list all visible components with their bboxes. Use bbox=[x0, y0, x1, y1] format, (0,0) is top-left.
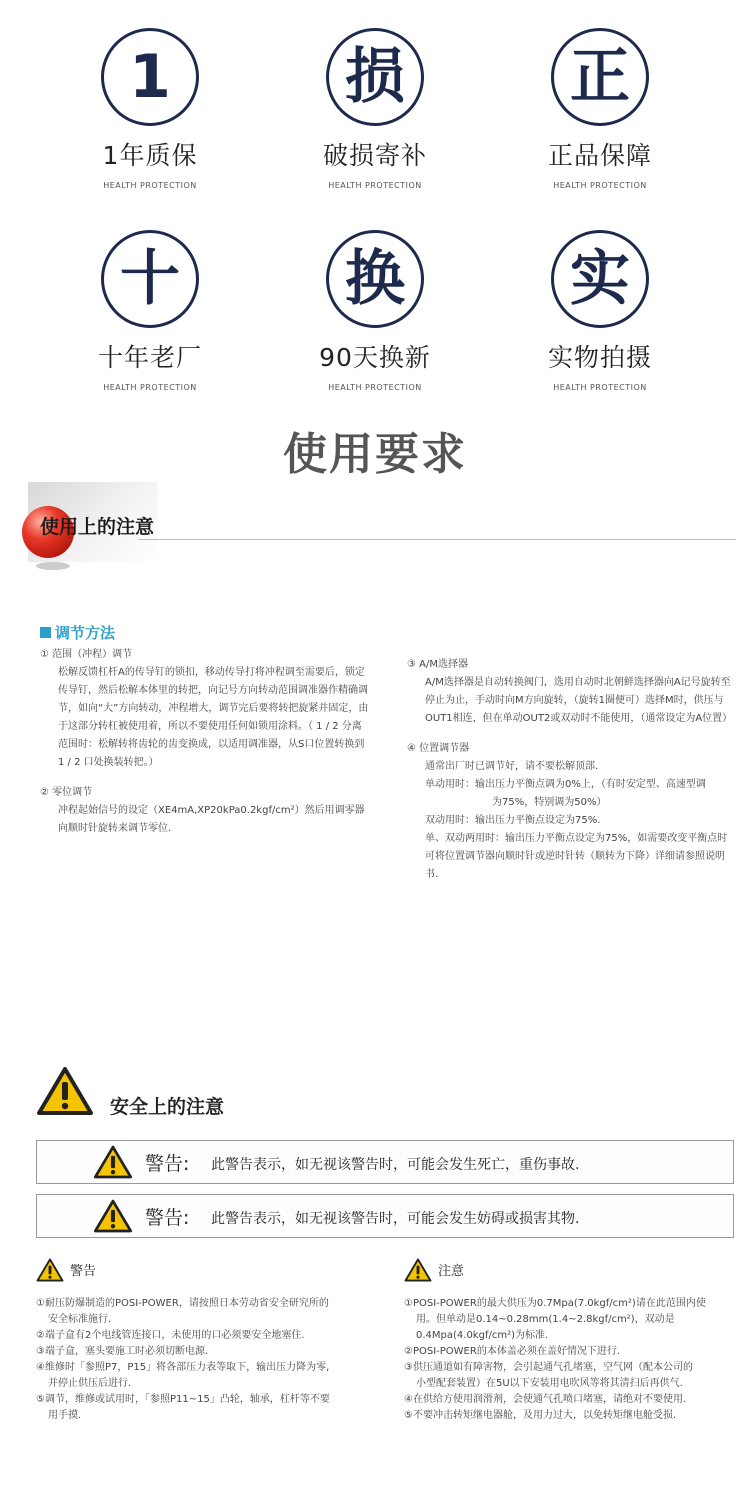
badge-grid bbox=[0, 0, 750, 420]
list-item: 0.4Mpa(4.0kgf/cm²)为标准. bbox=[416, 1330, 549, 1341]
adjust-item-range bbox=[40, 646, 370, 772]
list-item: ⑤不要冲击转矩继电器舱，及用力过大，以免转矩继电舱受损. bbox=[404, 1410, 677, 1421]
warning-text: 此警告表示，如无视该警告时，可能会发生妨碍或损害其物. bbox=[211, 1211, 580, 1227]
badge-title: 破损寄补 bbox=[322, 141, 427, 170]
warning-label: 警告: bbox=[145, 1153, 190, 1175]
badge-circle bbox=[101, 230, 199, 328]
badge-90-days bbox=[275, 230, 475, 392]
list-item: 安全标准施行. bbox=[48, 1314, 112, 1325]
warning-list bbox=[36, 1258, 376, 1424]
badge-subtitle: HEALTH PROTECTION bbox=[328, 181, 422, 190]
badge-circle bbox=[551, 230, 649, 328]
caution-list-label: 注意 bbox=[438, 1264, 465, 1279]
warning-list-header bbox=[36, 1258, 376, 1288]
warning-label: 警告: bbox=[145, 1207, 190, 1229]
item-heading: ④ 位置调节器 bbox=[407, 743, 470, 754]
caution-list-header bbox=[404, 1258, 744, 1288]
safety-header bbox=[36, 1066, 736, 1126]
adjust-item-am-selector bbox=[407, 656, 737, 728]
warning-triangle-icon bbox=[93, 1145, 133, 1179]
badge-title: 正品保障 bbox=[547, 141, 652, 170]
list-item: ③端子盒，塞头要施工时必须切断电源. bbox=[36, 1346, 209, 1357]
list-item: 用手摸. bbox=[48, 1410, 82, 1421]
badge-warranty bbox=[50, 28, 250, 190]
badge-subtitle: HEALTH PROTECTION bbox=[103, 181, 197, 190]
warning-triangle-icon bbox=[93, 1199, 133, 1233]
square-bullet-icon bbox=[40, 627, 51, 638]
item-heading: ① 范围（冲程）调节 bbox=[40, 649, 133, 660]
list-item: 小型配套装置）在5U以下安装用电吹风等将其清扫后再供气. bbox=[416, 1378, 683, 1389]
badge-subtitle: HEALTH PROTECTION bbox=[103, 383, 197, 392]
badge-real-photo bbox=[500, 230, 700, 392]
caution-list-items bbox=[404, 1296, 744, 1423]
warning-triangle-icon bbox=[36, 1066, 94, 1116]
badge-glyph: 损 bbox=[345, 42, 405, 112]
divider bbox=[138, 539, 736, 540]
adjust-item-positioner bbox=[407, 740, 737, 884]
list-item: 并停止供压后进行. bbox=[48, 1378, 132, 1389]
badge-glyph: 十 bbox=[120, 244, 180, 314]
badge-genuine bbox=[500, 28, 700, 190]
badge-title: 十年老厂 bbox=[97, 343, 202, 372]
item-line: 通常出厂时已调节好，请不要松解顶部. bbox=[425, 761, 599, 772]
list-item: ⑤调节，维修或试用时，「参照P11~15」凸轮，轴承，杠杆等不要 bbox=[36, 1394, 330, 1405]
badge-title: 90天换新 bbox=[319, 343, 431, 372]
safety-title: 安全上的注意 bbox=[110, 1096, 225, 1118]
list-item: ①耐压防爆制造的POSI-POWER，请按照日本劳动省安全研究所的 bbox=[36, 1298, 329, 1309]
list-item: 用。但单动是0.14~0.28mm(1.4~2.8kgf/cm²)，双动是 bbox=[416, 1314, 675, 1325]
usage-title: 使用要求 bbox=[283, 429, 467, 480]
badge-circle bbox=[551, 28, 649, 126]
list-item: ④在供给方使用润滑剂，会使通气孔喷口堵塞，请绝对不要使用. bbox=[404, 1394, 687, 1405]
badge-title: 1年质保 bbox=[102, 141, 198, 170]
badge-ten-years bbox=[50, 230, 250, 392]
badge-circle bbox=[326, 28, 424, 126]
list-item: ④维修时「参照P7，P15」将各部压力表等取下，输出压力降为零, bbox=[36, 1362, 330, 1373]
item-body: 松解反馈杠杆A的传导钉的锁扣，移动传导打将冲程调至需要后，锁定传导钉，然后松解本体里的转把，向记号方向转动范围调准器作精确调节，如向“大”方向转动，冲程增大，调节完后要将转把旋紧并固定，由于这部分转杠被使用着，所以不要使用任何如锁用涂料。（ 1 / 2 分离范围时：松解转将齿轮的齿变换成，以适用调准器，从S口位置转换到 1 / 2 口处换装转把。） bbox=[58, 667, 369, 768]
warning-triangle-icon bbox=[36, 1258, 64, 1282]
warning-list-label: 警告 bbox=[70, 1264, 97, 1279]
item-body: 冲程起始信号的设定（XE4mA,XP20kPa0.2kgf/cm²）然后用调零器向顺时针旋转来调节零位. bbox=[58, 805, 365, 834]
warning-triangle-icon bbox=[404, 1258, 432, 1282]
item-line: 为75%，特别调为50%） bbox=[492, 797, 607, 808]
warning-text: 此警告表示，如无视该警告时，可能会发生死亡，重伤事故. bbox=[211, 1157, 580, 1173]
badge-circle bbox=[326, 230, 424, 328]
adjust-left-column bbox=[40, 646, 370, 848]
warning-box-damage bbox=[36, 1194, 734, 1238]
badge-subtitle: HEALTH PROTECTION bbox=[328, 383, 422, 392]
adjust-right-column bbox=[407, 656, 737, 894]
list-item: ②POSI-POWER的本体盖必须在盖好情况下进行. bbox=[404, 1346, 621, 1357]
adjust-title-text: 调节方法 bbox=[55, 624, 116, 642]
ball-shadow bbox=[36, 562, 70, 570]
warning-list-items bbox=[36, 1296, 376, 1423]
caution-list bbox=[404, 1258, 744, 1424]
warning-box-death bbox=[36, 1140, 734, 1184]
section-title: 使用上的注意 bbox=[40, 516, 155, 538]
adjust-item-zero bbox=[40, 784, 370, 838]
item-line: 双动用时：输出压力平衡点设定为75%. bbox=[425, 815, 601, 826]
list-item: ①POSI-POWER的最大供压为0.7Mpa(7.0kgf/cm²)请在此范围内使 bbox=[404, 1298, 706, 1309]
badge-damage-replace bbox=[275, 28, 475, 190]
item-heading: ③ A/M选择器 bbox=[407, 659, 468, 670]
section-usage-notes-header bbox=[18, 478, 738, 578]
item-body: A/M选择器是自动转换阀门，选用自动时北朝鲜选择器向A记号旋转至停止为止，手动时向M方向旋转，（旋转1圈便可）选择M时，供压与OUT1相连，但在单动OUT2或双动时不能使用，（通常设定为A位置） bbox=[425, 677, 733, 724]
badge-subtitle: HEALTH PROTECTION bbox=[553, 383, 647, 392]
badge-glyph: 1 bbox=[129, 42, 171, 112]
badge-circle bbox=[101, 28, 199, 126]
list-item: ②端子盒有2个电线管连接口，未使用的口必须要安全地塞住. bbox=[36, 1330, 305, 1341]
badge-glyph: 正 bbox=[570, 42, 630, 112]
badge-glyph: 实 bbox=[570, 244, 630, 314]
badge-subtitle: HEALTH PROTECTION bbox=[553, 181, 647, 190]
badge-glyph: 换 bbox=[345, 244, 405, 314]
list-item: ③供压通道如有障害物，会引起通气孔堵塞，空气网（配本公司的 bbox=[404, 1362, 693, 1373]
item-heading: ② 零位调节 bbox=[40, 787, 93, 798]
item-line: 单动用时：输出压力平衡点调为0%上，（有时安定型、高速型调 bbox=[425, 779, 706, 790]
item-line: 单、双动两用时：输出压力平衡点设定为75%，如需要改变平衡点时可将位置调节器向顺时针或逆时针转（顺转为下降）详细请参照说明书. bbox=[425, 833, 728, 880]
badge-title: 实物拍摄 bbox=[547, 343, 652, 372]
adjust-method-title bbox=[40, 622, 115, 643]
